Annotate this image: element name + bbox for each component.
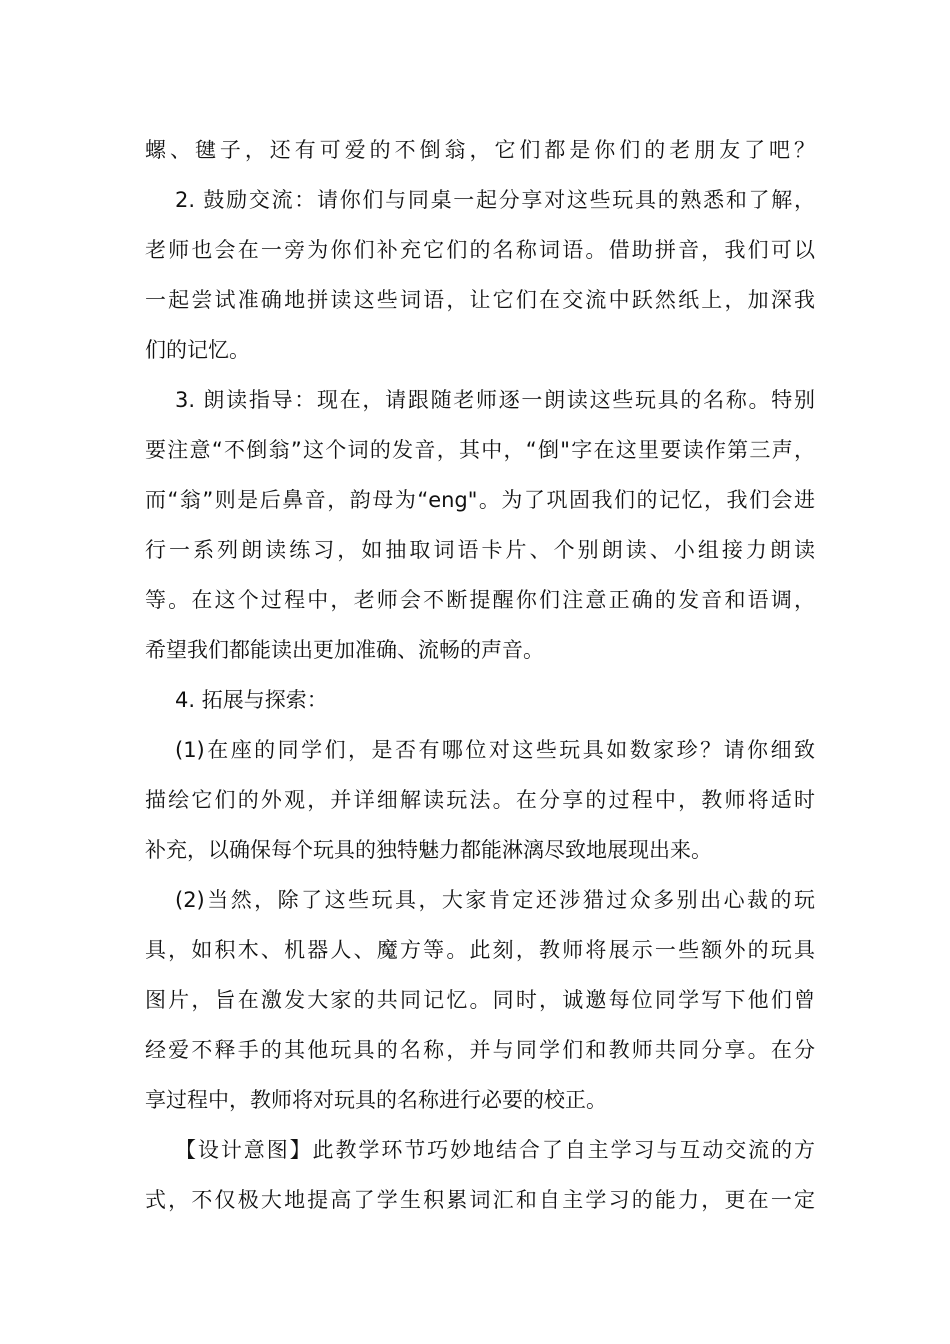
text-line: 一起尝试准确地拼读这些词语，让它们在交流中跃然纸上，加深我 bbox=[145, 288, 815, 312]
text-line: 3. 朗读指导：现在，请跟随老师逐一朗读这些玩具的名称。特别 bbox=[175, 388, 815, 412]
text-line: 行一系列朗读练习，如抽取词语卡片、个别朗读、小组接力朗读 bbox=[145, 538, 815, 562]
text-line: 经爱不释手的其他玩具的名称，并与同学们和教师共同分享。在分 bbox=[145, 1038, 815, 1062]
text-line: 补充，以确保每个玩具的独特魅力都能淋漓尽致地展现出来。 bbox=[145, 838, 712, 862]
text-line: 老师也会在一旁为你们补充它们的名称词语。借助拼音，我们可以 bbox=[145, 238, 815, 262]
text-line: 4. 拓展与探索： bbox=[175, 688, 328, 712]
text-line: 图片，旨在激发大家的共同记忆。同时，诚邀每位同学写下他们曾 bbox=[145, 988, 815, 1012]
text-line: 们的记忆。 bbox=[145, 338, 250, 362]
text-line: 享过程中，教师将对玩具的名称进行必要的校正。 bbox=[145, 1088, 607, 1112]
text-line: 要注意“不倒翁”这个词的发音，其中，“倒"字在这里要读作第三声， bbox=[145, 438, 815, 462]
text-line: 具，如积木、机器人、魔方等。此刻，教师将展示一些额外的玩具 bbox=[145, 938, 815, 962]
text-line: 而“翁”则是后鼻音，韵母为“eng"。为了巩固我们的记忆，我们会进 bbox=[145, 488, 815, 512]
text-line: 描绘它们的外观，并详细解读玩法。在分享的过程中，教师将适时 bbox=[145, 788, 815, 812]
text-line: 螺、毽子，还有可爱的不倒翁，它们都是你们的老朋友了吧？ bbox=[145, 138, 815, 162]
text-line: (1)在座的同学们，是否有哪位对这些玩具如数家珍？请你细致 bbox=[175, 738, 815, 762]
text-line: 等。在这个过程中，老师会不断提醒你们注意正确的发音和语调， bbox=[145, 588, 815, 612]
text-line: (2)当然，除了这些玩具，大家肯定还涉猎过众多别出心裁的玩 bbox=[175, 888, 815, 912]
text-line: 希望我们都能读出更加准确、流畅的声音。 bbox=[145, 638, 544, 662]
text-line: 【设计意图】此教学环节巧妙地结合了自主学习与互动交流的方 bbox=[175, 1138, 815, 1162]
text-line: 2. 鼓励交流：请你们与同桌一起分享对这些玩具的熟悉和了解， bbox=[175, 188, 815, 212]
text-line: 式，不仅极大地提高了学生积累词汇和自主学习的能力，更在一定 bbox=[145, 1188, 815, 1212]
